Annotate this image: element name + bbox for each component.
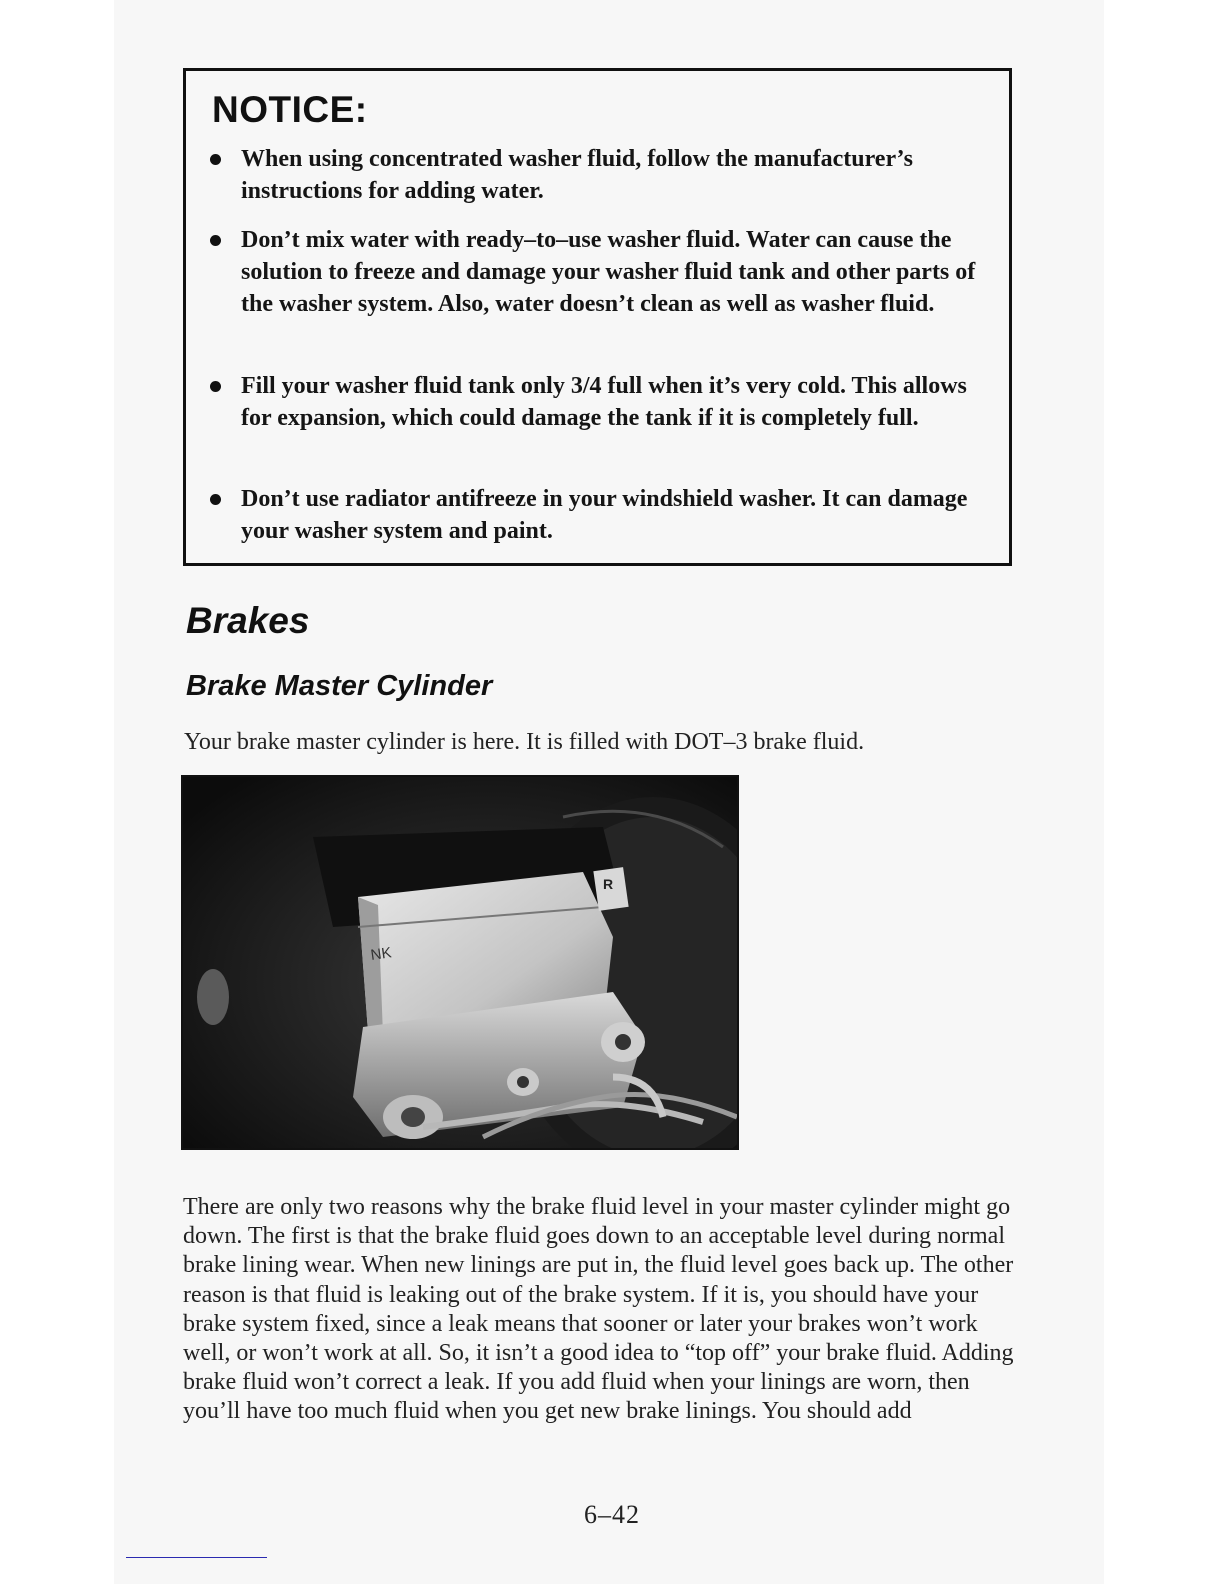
page-number: 6–42	[584, 1500, 640, 1529]
section-subheading: Brake Master Cylinder	[186, 670, 493, 702]
bullet-dot-icon	[210, 235, 221, 246]
notice-bullet-text: Don’t mix water with ready–to–use washer fluid. Water can cause the solution to freeze and damage your washer fluid tank and other parts of the washer system. Also, water doesn’t clean as well as washer fluid.	[241, 227, 976, 317]
notice-title: NOTICE:	[212, 89, 368, 130]
footnote-rule	[126, 1557, 267, 1558]
brake-master-cylinder-photo	[181, 775, 739, 1150]
intro-paragraph: Your brake master cylinder is here. It is filled with DOT–3 brake fluid.	[184, 729, 865, 755]
notice-box	[183, 68, 1012, 566]
body-paragraph: There are only two reasons why the brake fluid level in your master cylinder might go down. The first is that the brake fluid goes down to an acceptable level during normal brake lining wear. When new linings are put in, the fluid level goes back up. The other reason is that fluid is leaking out of the brake system. If it is, you should have your brake system fixed, since a leak means that sooner or later your brakes won’t work well, or won’t work at all. So, it isn’t a good idea to “top off” your brake fluid. Adding brake fluid won’t correct a leak. If you add fluid when your linings are worn, then you’ll have too much fluid when you get new brake linings. You should add	[183, 1194, 1014, 1425]
notice-bullet-text: When using concentrated washer fluid, follow the manufacturer’s instructions for adding water.	[241, 146, 913, 204]
notice-bullet-text: Don’t use radiator antifreeze in your windshield washer. It can damage your washer system and paint.	[241, 486, 968, 544]
brake-master-cylinder-illustration	[183, 777, 737, 1148]
notice-bullet-text: Fill your washer fluid tank only 3/4 full when it’s very cold. This allows for expansion, which could damage the tank if it is completely full.	[241, 373, 967, 431]
bullet-dot-icon	[210, 494, 221, 505]
reservoir-marking: NK	[369, 944, 393, 964]
cap-label: R	[603, 876, 614, 892]
bullet-dot-icon	[210, 381, 221, 392]
bullet-dot-icon	[210, 154, 221, 165]
section-heading: Brakes	[186, 600, 310, 641]
